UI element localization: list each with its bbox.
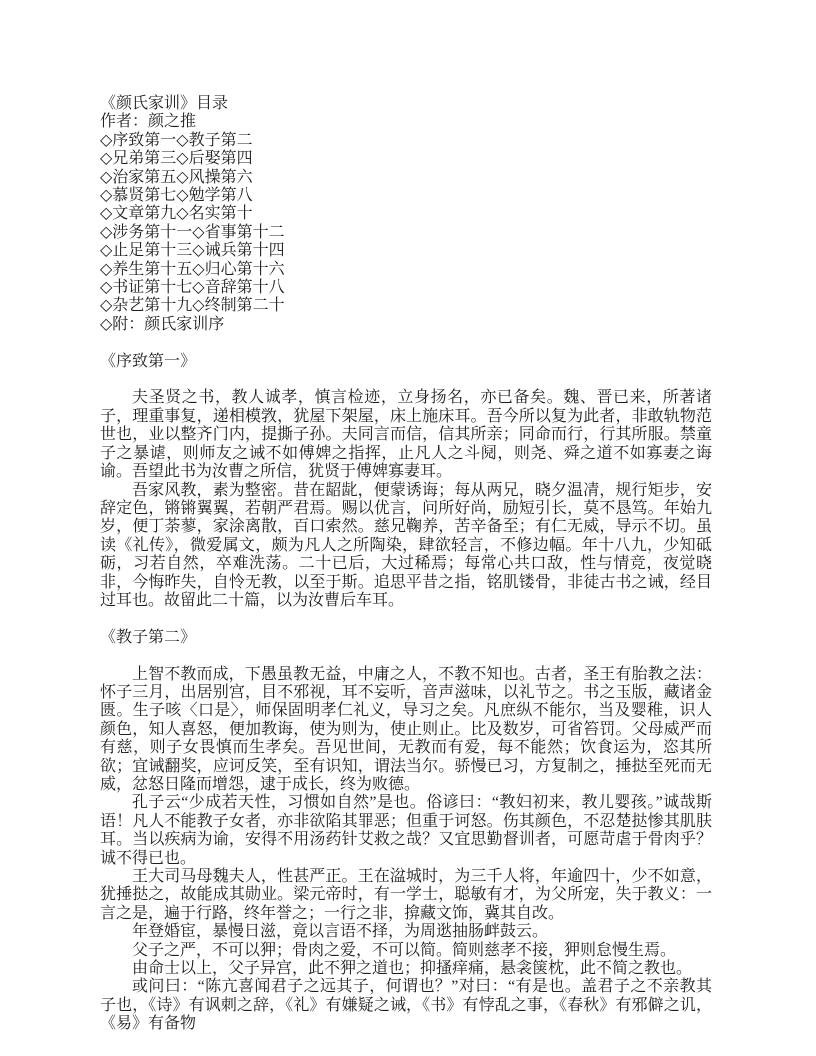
paragraph: 由命士以上，父子异宫，此不狎之道也；抑搔痒痛，悬衾箧枕，此不简之教也。: [132, 960, 693, 978]
toc-entry: ◇序致第一◇教子第二: [100, 131, 253, 149]
toc-entry: ◇兄弟第三◇后娶第四: [100, 150, 253, 168]
paragraph: 父子之严，不可以狎；骨肉之爱，不可以简。简则慈孝不接，狎则怠慢生焉。: [132, 941, 677, 959]
toc-author: 作者：颜之推: [100, 113, 197, 131]
toc-entry: ◇附：颜氏家训序: [100, 315, 225, 333]
paragraph: 上智不教而成，下愚虽教无益，中庸之人，不教不知也。古者，圣王有胎教之法：怀子三月，出居别宫，目不邪视，耳不妄听，音声滋味，以礼节之。书之玉版，藏诸金匮。生子咳〈口是〉，师保固明孝仁礼义，导习之矣。凡庶纵不能尔，当及婴稚，识人颜色，知人喜怒，便加教诲，使为则为，使止则止。比及数岁，可省笞罚。父母威严而有慈，则子女畏慎而生孝矣。吾见世间，无教而有爱，每不能然；饮食运为，恣其所欲；宜诫翻奖，应诃反笑，至有识知，谓法当尔。骄慢已习，方复制之，捶挞至死而无威，忿怒日隆而增怨，逮于成长，终为败德。: [100, 665, 712, 793]
toc-entry: ◇养生第十五◇归心第十六: [100, 260, 285, 278]
paragraph: 夫圣贤之书，教人诚孝，慎言检迹，立身扬名，亦已备矣。魏、晋已来，所著诸子，理重事复，递相模敩，犹屋下架屋，床上施床耳。吾今所以复为此者，非敢轨物范世也，业以整齐门内，提撕子孙。夫同言而信，信其所亲；同命而行，行其所服。禁童子之暴谑，则师友之诫不如傅婢之指挥，止凡人之斗阋，则尧、舜之道不如寡妻之诲谕。吾望此书为汝曹之所信，犹贤于傅婢寡妻耳。: [100, 389, 712, 481]
section-jiaozi: [100, 629, 712, 1034]
paragraph: 年登婚宦，暴慢日滋，竟以言语不择，为周逖抽肠衅鼓云。: [132, 923, 549, 941]
section-heading-xuzhi: 《序致第一》: [100, 352, 197, 370]
toc-entry: ◇书证第十七◇音辞第十八: [100, 279, 285, 297]
paragraph: 吾家风教，素为整密。昔在龆龀，便蒙诱诲；每从两兄，晓夕温凊，规行矩步，安辞定色，锵锵翼翼，若朝严君焉。赐以优言，问所好尚，励短引长，莫不恳笃。年始九岁，便丁荼蓼，家涂离散，百口索然。慈兄鞠养，苦辛备至；有仁无威，导示不切。虽读《礼传》，微爱属文，颇为凡人之所陶染，肆欲轻言，不修边幅。年十八九，少知砥砺，习若自然，卒难洗荡。二十已后，大过稀焉；每常心共口敌，性与情竞，夜觉晓非，今悔昨失，自怜无教，以至于斯。追思平昔之指，铭肌镂骨，非徒古书之诫，经目过耳也。故留此二十篇，以为汝曹后车耳。: [100, 481, 712, 609]
paragraph: 孔子云“少成若天性，习惯如自然”是也。俗谚曰：“教妇初来，教儿婴孩。”诚哉斯语！凡人不能教子女者，亦非欲陷其罪恶；但重于诃怒。伤其颜色，不忍楚挞惨其肌肤耳。当以疾病为谕，安得不用汤药针艾救之哉？又宜思勤督训者，可愿苛虐于骨肉乎？诚不得已也。: [100, 794, 712, 867]
toc-title: 《颜氏家训》目录: [100, 95, 229, 112]
section-heading-jiaozi: 《教子第二》: [100, 628, 197, 646]
paragraph: 或问曰：“陈亢喜闻君子之远其子，何谓也？”对曰：“有是也。盖君子之不亲教其子也，《诗》有讽刺之辞，《礼》有嫌疑之诫，《书》有悖乱之事，《春秋》有邪僻之讥，《易》有备物: [100, 978, 712, 1033]
table-of-contents: [100, 95, 712, 334]
toc-entry: ◇文章第九◇名实第十: [100, 205, 253, 223]
toc-entry: ◇慕贤第七◇勉学第八: [100, 187, 253, 205]
section-xuzhi: [100, 353, 712, 611]
toc-entry: ◇止足第十三◇诫兵第十四: [100, 242, 285, 260]
toc-entry: ◇杂艺第十九◇终制第二十: [100, 297, 285, 315]
paragraph: 王大司马母魏夫人，性甚严正。王在湓城时，为三千人将，年逾四十，少不如意，犹捶挞之，故能成其勋业。梁元帝时，有一学士，聪敏有才，为父所宠，失于教义：一言之是，遍于行路，终年誉之；一行之非，揜藏文饰，冀其自改。: [100, 868, 712, 922]
toc-entry: ◇治家第五◇风操第六: [100, 168, 253, 186]
toc-entry: ◇涉务第十一◇省事第十二: [100, 223, 285, 241]
